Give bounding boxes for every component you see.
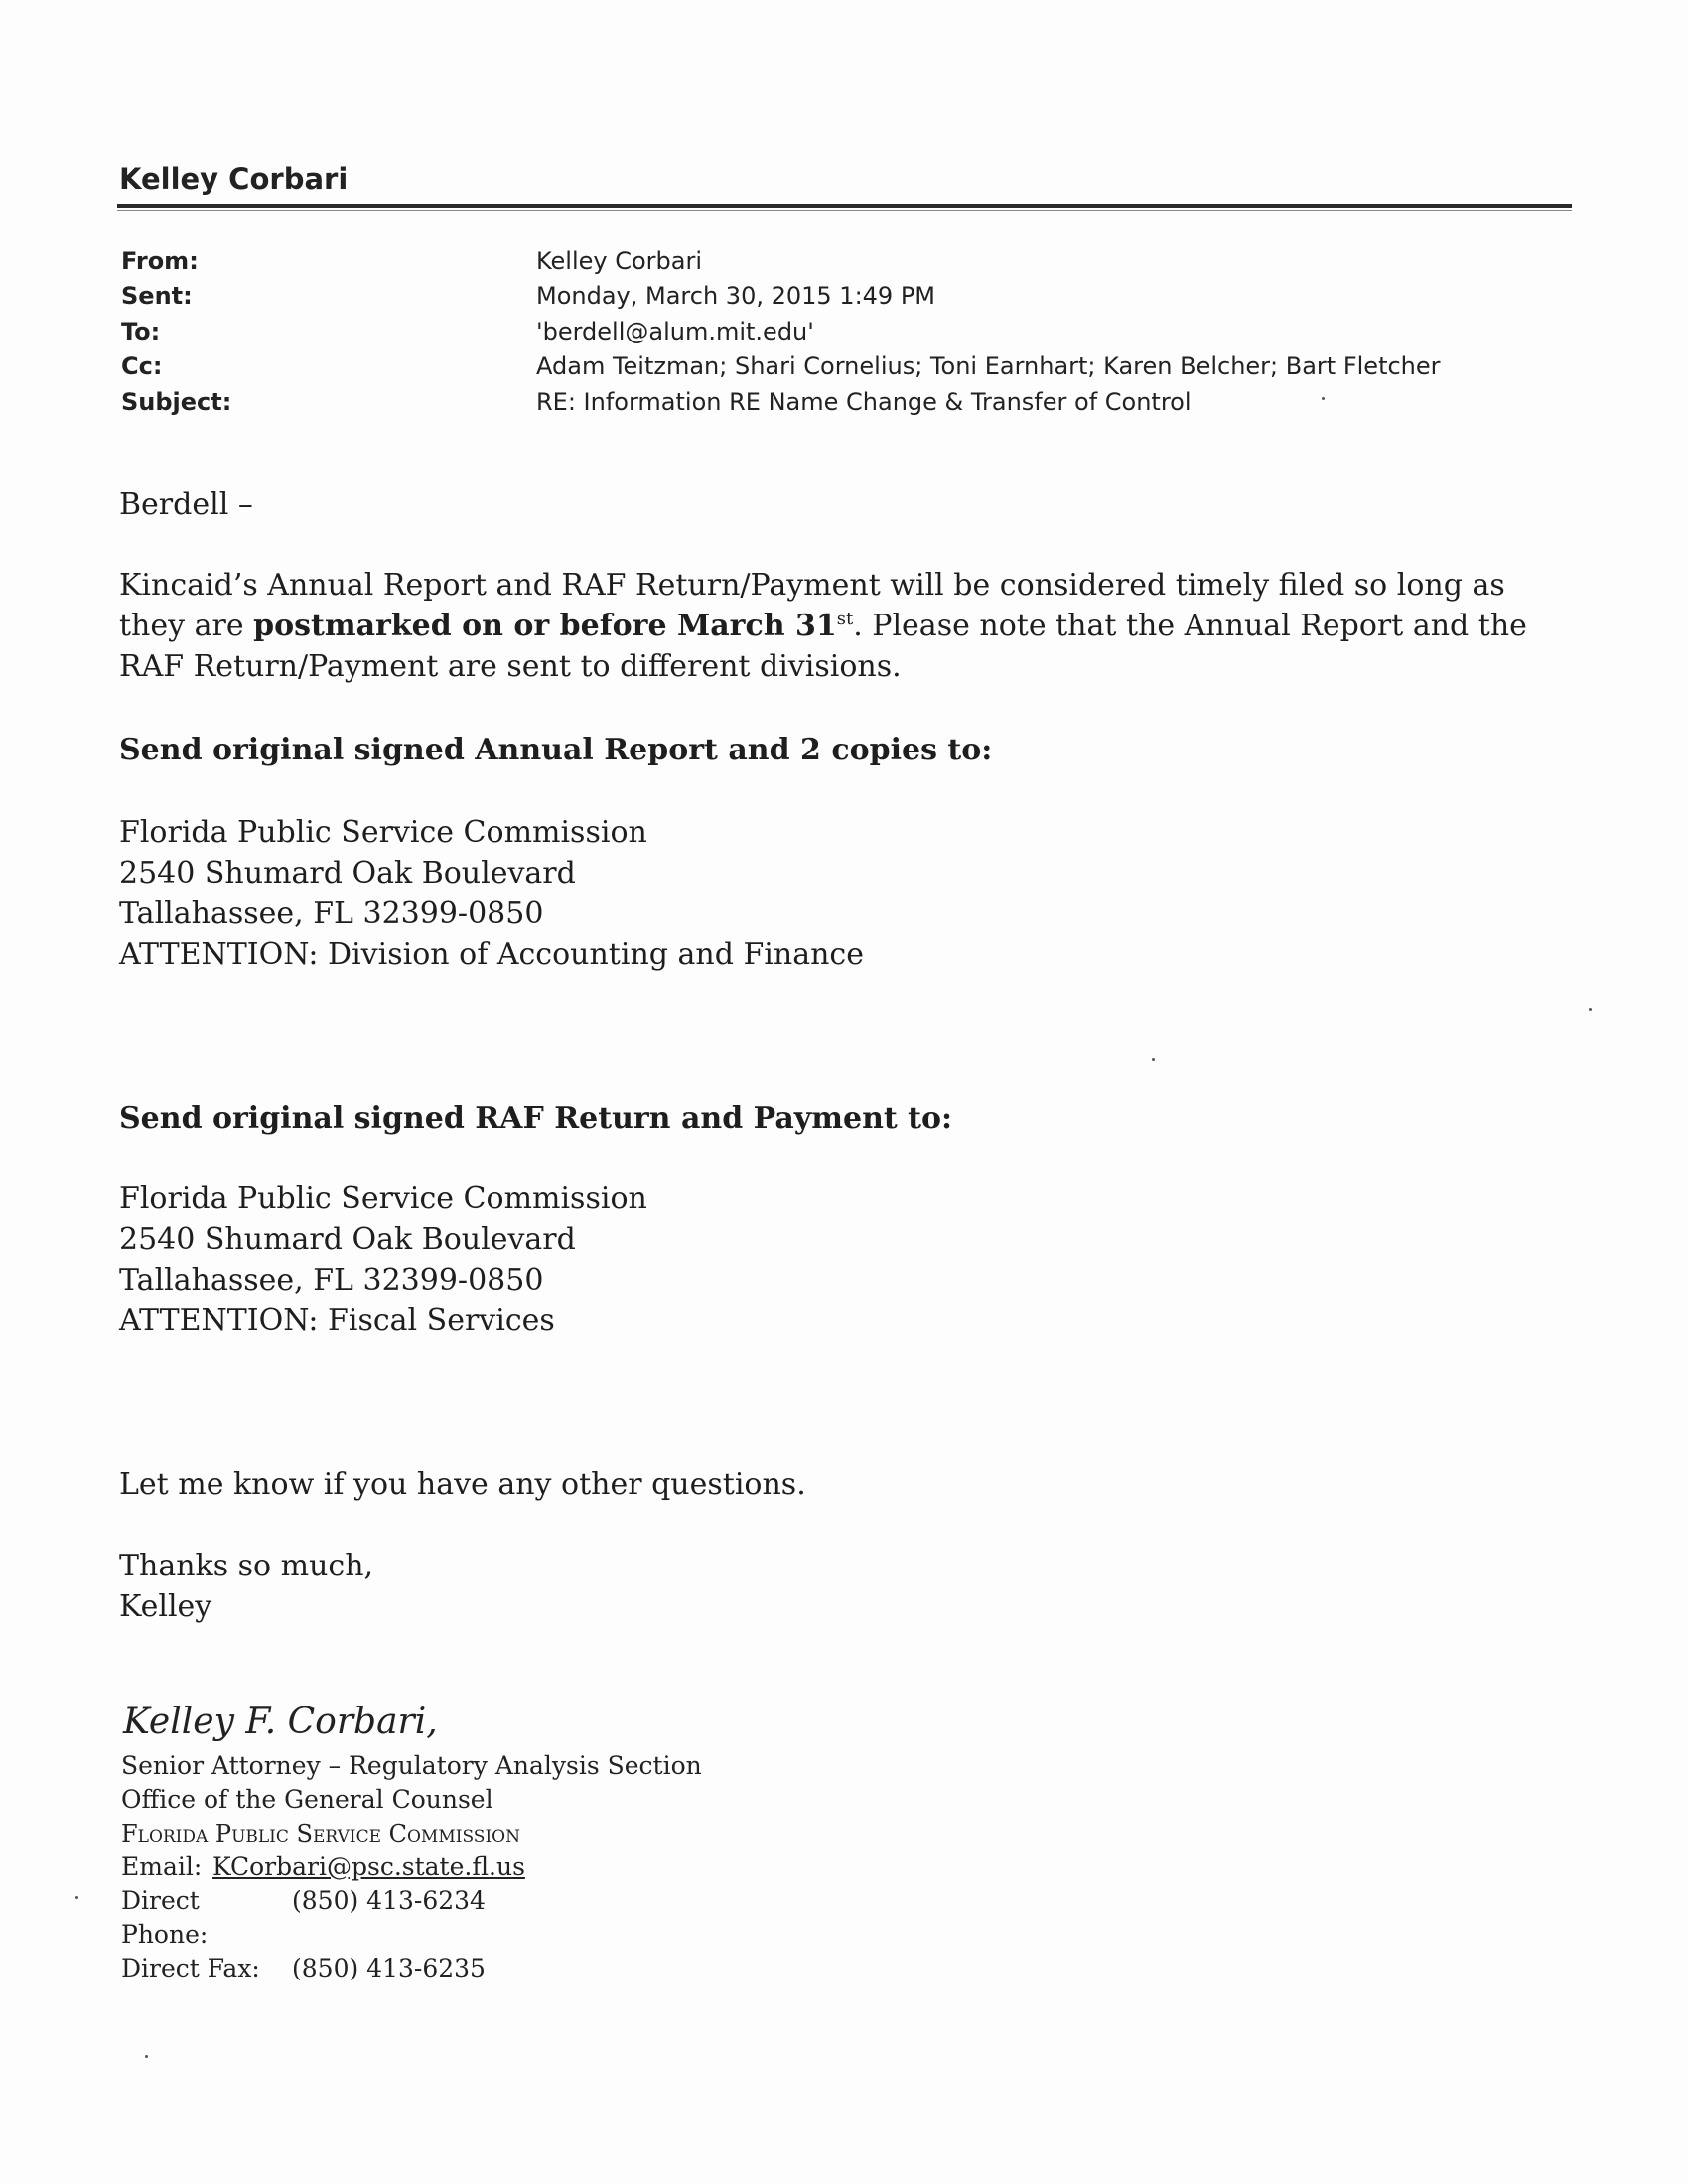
fax-label: Direct Fax: [121, 1954, 260, 1982]
cc-value: Adam Teitzman; Shari Cornelius; Toni Earnhart; Karen Belcher; Bart Fletcher [536, 352, 1441, 381]
address-line: 2540 Shumard Oak Boulevard [119, 856, 576, 890]
signature-fax-row [121, 1952, 702, 1985]
address-line: Tallahassee, FL 32399-0850 [119, 1263, 544, 1297]
address-attention: ATTENTION: Fiscal Services [119, 1303, 555, 1338]
signature-phone-row [121, 1884, 702, 1952]
address-line: 2540 Shumard Oak Boulevard [119, 1222, 576, 1257]
sent-value: Monday, March 30, 2015 1:49 PM [536, 282, 935, 311]
raf-address [119, 1178, 1569, 1341]
scan-speck [1589, 1008, 1592, 1011]
email-label: Email: [121, 1852, 203, 1881]
signoff-name: Kelley [119, 1589, 212, 1624]
subject-value: RE: Information RE Name Change & Transfer of Control [536, 387, 1192, 416]
header-row-cc [121, 349, 1441, 385]
address-line: Florida Public Service Commission [119, 1181, 647, 1216]
header-row-sent [121, 279, 1441, 315]
signature-block [121, 1749, 702, 1985]
cc-label: Cc: [121, 352, 163, 381]
fax-value: (850) 413-6235 [292, 1954, 486, 1982]
scan-speck [1322, 397, 1325, 400]
header-row-from [121, 243, 1441, 279]
annual-report-heading: Send original signed Annual Report and 2 copies to: [119, 733, 993, 767]
scan-speck [1152, 1058, 1155, 1061]
signature-office: Office of the General Counsel [121, 1785, 493, 1814]
address-line: Tallahassee, FL 32399-0850 [119, 896, 544, 931]
signature-title: Senior Attorney – Regulatory Analysis Section [121, 1751, 702, 1780]
from-value: Kelley Corbari [536, 246, 703, 275]
signature-organization: Florida Public Service Commission [121, 1820, 520, 1847]
mailbox-owner-name: Kelley Corbari [119, 162, 349, 196]
phone-label: Direct Phone: [121, 1886, 209, 1949]
header-rule-thin [117, 210, 1572, 211]
scan-speck [75, 1896, 78, 1899]
email-header [121, 243, 1441, 420]
from-label: From: [121, 246, 199, 275]
paragraph-deadline [119, 565, 1569, 687]
ordinal-suffix: st [836, 609, 854, 629]
paragraph-deadline-end: . Please note that the Annual Report and the RAF Return/Payment are sent to different divisions. [119, 609, 1527, 684]
header-row-subject [121, 384, 1441, 420]
phone-value: (850) 413-6234 [292, 1886, 486, 1915]
address-attention: ATTENTION: Division of Accounting and Finance [119, 937, 864, 972]
to-label: To: [121, 317, 161, 345]
sent-label: Sent: [121, 282, 193, 311]
postmark-deadline: postmarked on or before March 31 [253, 609, 837, 643]
header-rule [117, 204, 1572, 208]
raf-heading: Send original signed RAF Return and Payment to: [119, 1101, 953, 1136]
header-row-to [121, 314, 1441, 349]
signature-email-row [121, 1850, 702, 1884]
email-link[interactable]: KCorbari@psc.state.fl.us [212, 1852, 525, 1881]
annual-report-address [119, 812, 1569, 975]
scan-speck [145, 2055, 148, 2058]
closing-question: Let me know if you have any other questions. [119, 1467, 806, 1502]
greeting: Berdell – [119, 487, 253, 522]
address-line: Florida Public Service Commission [119, 815, 647, 850]
subject-label: Subject: [121, 387, 232, 416]
paragraph-deadline-start: Kincaid’s Annual Report and RAF Return/Payment will be considered timely filed so long as they are [119, 568, 1505, 643]
thanks-line: Thanks so much, [119, 1549, 374, 1583]
closing [119, 1546, 1569, 1627]
to-value: 'berdell@alum.mit.edu' [536, 317, 814, 345]
signature-script-name: Kelley F. Corbari, [123, 1702, 438, 1742]
